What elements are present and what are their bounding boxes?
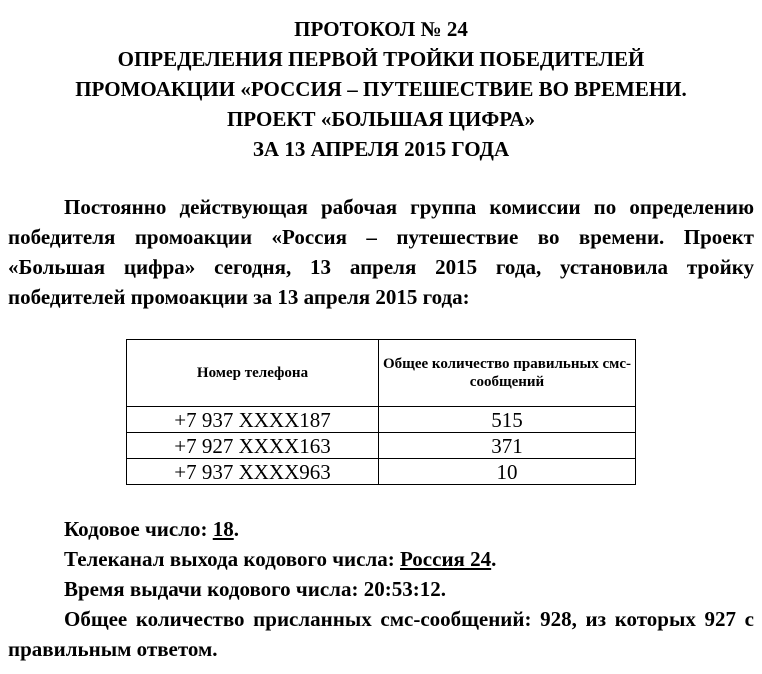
column-header-phone: Номер телефона — [127, 340, 379, 407]
count-cell: 515 — [379, 407, 636, 433]
phone-cell: +7 937 XXXX963 — [127, 459, 379, 485]
code-number-line — [8, 514, 754, 544]
code-number-end: . — [233, 517, 239, 541]
count-cell: 10 — [379, 459, 636, 485]
table-row — [127, 433, 636, 459]
table-header-row — [127, 340, 636, 407]
column-header-count: Общее количество правильных смс-сообщений — [379, 340, 636, 407]
title-line-5: ЗА 13 АПРЕЛЯ 2015 ГОДА — [252, 137, 510, 161]
count-cell: 371 — [379, 433, 636, 459]
title-line-3: ПРОМОАКЦИИ «РОССИЯ – ПУТЕШЕСТВИЕ ВО ВРЕМЕНИ. — [75, 77, 687, 101]
table-row — [127, 407, 636, 433]
code-number-label: Кодовое число: — [64, 517, 213, 541]
phone-cell: +7 927 XXXX163 — [127, 433, 379, 459]
winners-table — [126, 339, 636, 485]
intro-paragraph: Постоянно действующая рабочая группа комиссии по определению победителя промоакции «Россия – путешествие во времени. Проект «Большая цифра» сегодня, 13 апреля 2015 года, установила тройку победителей промоакции за 13 апреля 2015 года: — [8, 195, 754, 309]
table-row — [127, 459, 636, 485]
tv-channel-end: . — [491, 547, 497, 571]
tv-channel-label: Телеканал выхода кодового числа: — [64, 547, 400, 571]
sms-total-paragraph: Общее количество присланных смс-сообщений: 928, из которых 927 с правильным ответом. — [8, 607, 754, 661]
title-line-4: ПРОЕКТ «БОЛЬШАЯ ЦИФРА» — [226, 107, 536, 131]
title-line-1: ПРОТОКОЛ № 24 — [294, 17, 468, 41]
code-number-value: 18 — [212, 517, 234, 541]
title-line-2: ОПРЕДЕЛЕНИЯ ПЕРВОЙ ТРОЙКИ ПОБЕДИТЕЛЕЙ — [117, 47, 645, 71]
protocol-title — [0, 14, 762, 164]
tv-channel-value: Россия 24 — [400, 547, 492, 571]
tv-channel-line — [8, 544, 754, 574]
issue-time-line: Время выдачи кодового числа: 20:53:12. — [64, 577, 446, 601]
phone-cell: +7 937 XXXX187 — [127, 407, 379, 433]
protocol-facts — [8, 514, 754, 664]
